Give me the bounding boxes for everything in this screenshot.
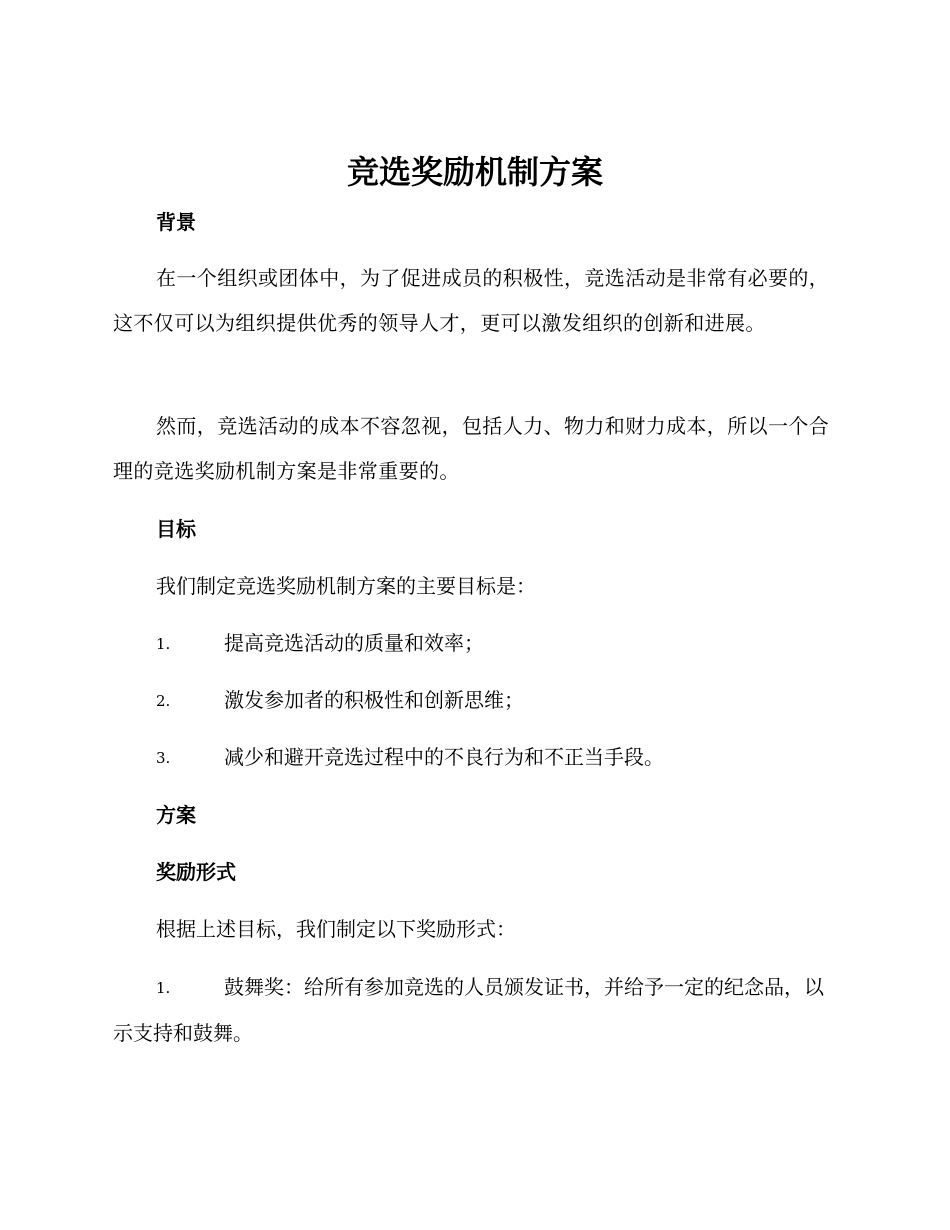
list-text: 提高竞选活动的质量和效率； (224, 631, 484, 655)
section-heading-background: 背景 (156, 210, 196, 234)
subsection-heading-reward-forms: 奖励形式 (156, 860, 236, 884)
goals-intro: 我们制定竞选奖励机制方案的主要目标是： (156, 574, 536, 598)
list-number: 3. (156, 749, 171, 767)
list-number: 1. (156, 635, 171, 653)
background-paragraph-2: 然而，竞选活动的成本不容忽视，包括人力、物力和财力成本，所以一个合理的竞选奖励机制方案是非常重要的。 (113, 414, 830, 483)
section-heading-plan: 方案 (156, 803, 196, 827)
list-number: 1. (156, 979, 171, 997)
plan-intro: 根据上述目标，我们制定以下奖励形式： (156, 917, 516, 941)
list-text: 减少和避开竞选过程中的不良行为和不正当手段。 (224, 745, 664, 769)
list-number: 2. (156, 692, 171, 710)
background-paragraph-1: 在一个组织或团体中，为了促进成员的积极性，竞选活动是非常有必要的，这不仅可以为组织提供优秀的领导人才，更可以激发组织的创新和进展。 (113, 266, 830, 335)
document-title: 竞选奖励机制方案 (346, 153, 603, 191)
plan-list-item (113, 965, 838, 1056)
list-text: 激发参加者的积极性和创新思维； (224, 688, 524, 712)
section-heading-goals: 目标 (156, 517, 196, 541)
list-text: 鼓舞奖：给所有参加竞选的人员颁发证书，并给予一定的纪念品，以示支持和鼓舞。 (113, 975, 824, 1045)
